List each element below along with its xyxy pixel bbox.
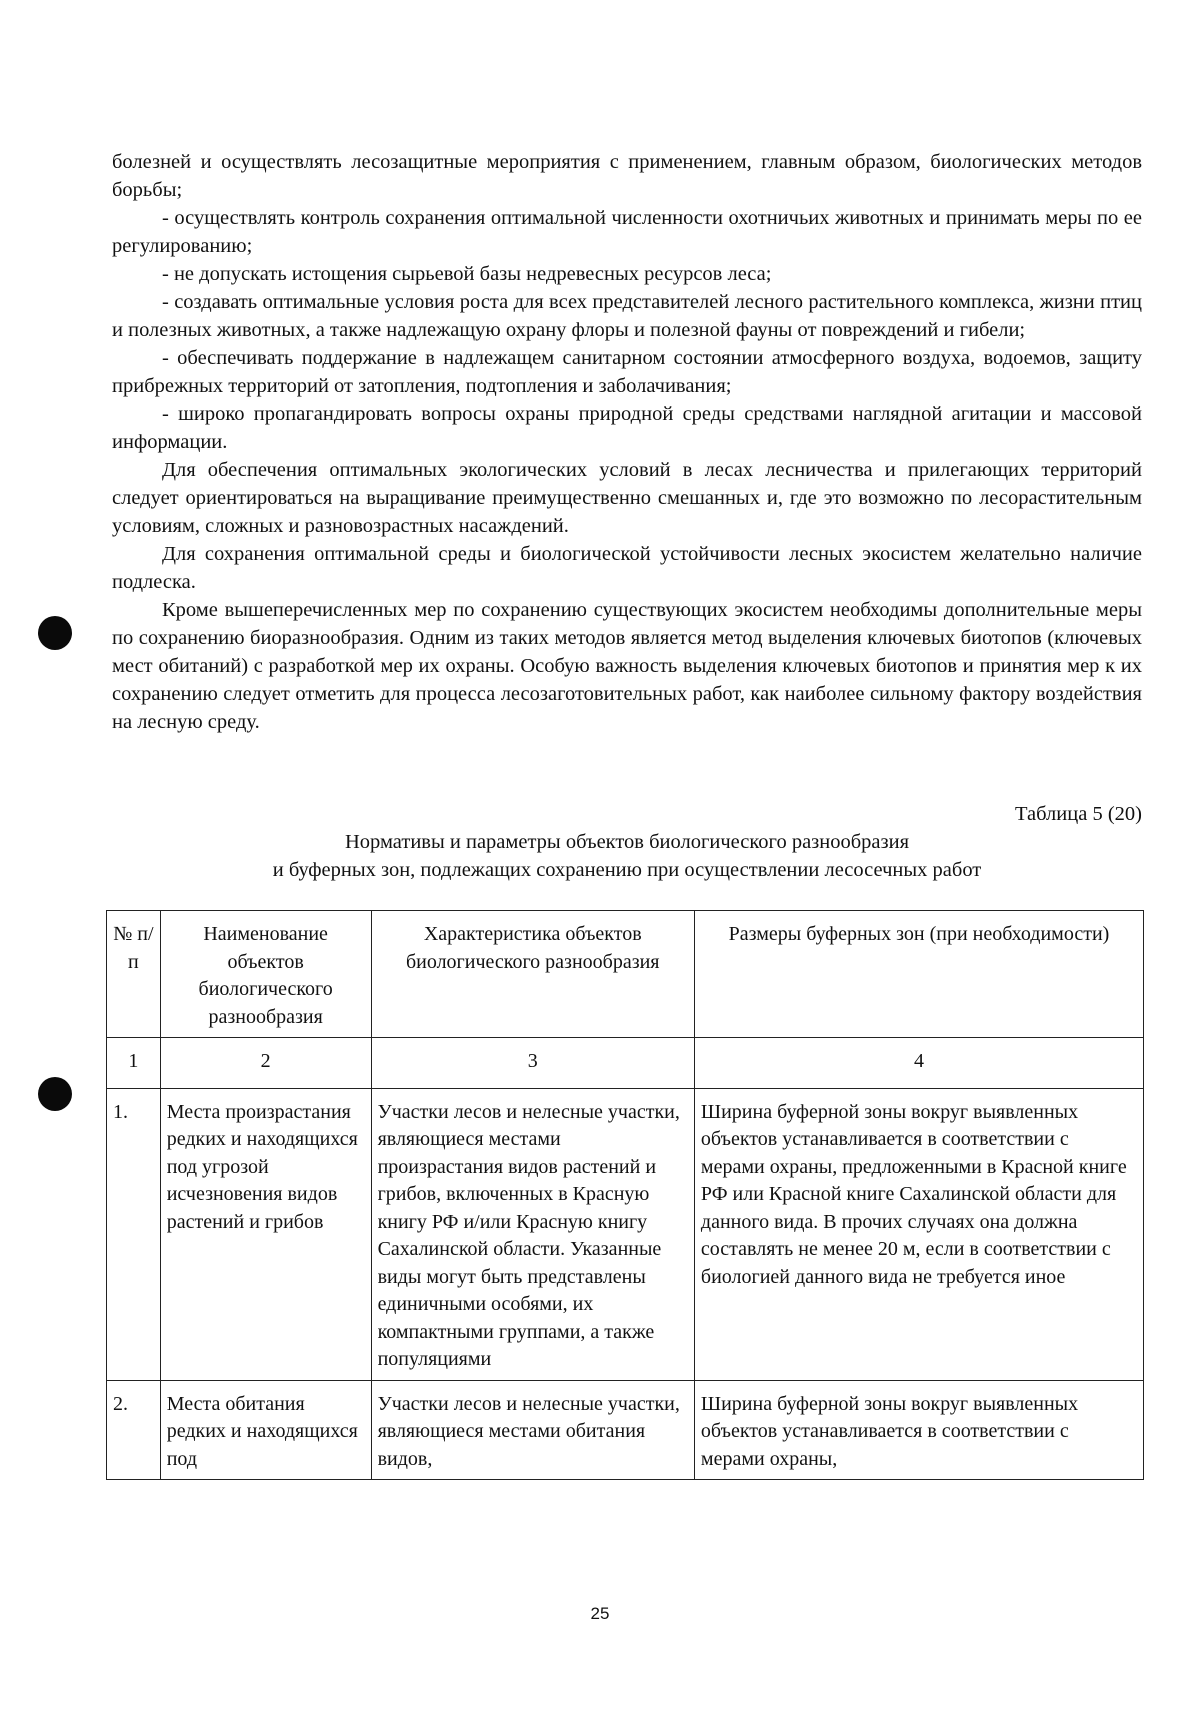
row-buffer: Ширина буферной зоны вокруг выявленных объектов устанавливается в соответствии с мерами охраны, предложенными в Красной книге РФ или Красной книге Сахалинской области для данного вида. В прочих случаях она должна составлять не менее 20 м, если в соответствии с биологией данного вида не требуется иное bbox=[694, 1088, 1143, 1380]
row-number: 2. bbox=[107, 1380, 161, 1480]
row-name: Места обитания редких и находящихся под bbox=[160, 1380, 371, 1480]
table-row bbox=[107, 1088, 1144, 1380]
header-cell-buffer: Размеры буферных зон (при необходимости) bbox=[694, 911, 1143, 1038]
column-number-row bbox=[107, 1038, 1144, 1089]
page-number: 25 bbox=[590, 1604, 610, 1623]
paragraph: болезней и осуществлять лесозащитные мероприятия с применением, главным образом, биологических методов борьбы; bbox=[112, 151, 1142, 201]
paragraph: - создавать оптимальные условия роста для всех представителей лесного растительного комплекса, жизни птиц и полезных животных, а также надлежащую охрану флоры и полезной фауны от повреждений и гибели; bbox=[112, 291, 1142, 341]
body-text bbox=[112, 148, 1142, 736]
paragraph: - обеспечивать поддержание в надлежащем санитарном состоянии атмосферного воздуха, водоемов, защиту прибрежных территорий от затопления, подтопления и заболачивания; bbox=[112, 347, 1142, 397]
table-title-line: и буферных зон, подлежащих сохранению при осуществлении лесосечных работ bbox=[272, 859, 982, 881]
table-label: Таблица 5 (20) bbox=[1015, 803, 1142, 825]
column-number: 3 bbox=[371, 1038, 694, 1089]
norms-table bbox=[106, 910, 1144, 1480]
row-name: Места произрастания редких и находящихся под угрозой исчезновения видов растений и грибов bbox=[160, 1088, 371, 1380]
paragraph: Для обеспечения оптимальных экологических условий в лесах лесничества и прилегающих территорий следует ориентироваться на выращивание преимущественно смешанных и, где это возможно по лесорастительным условиям, сложных и разновозрастных насаждений. bbox=[112, 459, 1142, 537]
binder-hole-dot bbox=[38, 616, 72, 650]
table-title bbox=[112, 828, 1142, 884]
column-number: 1 bbox=[107, 1038, 161, 1089]
table-header-row bbox=[107, 911, 1144, 1038]
table-row bbox=[107, 1380, 1144, 1480]
paragraph: Для сохранения оптимальной среды и биологической устойчивости лесных экосистем желательно наличие подлеска. bbox=[112, 543, 1142, 593]
row-number: 1. bbox=[107, 1088, 161, 1380]
header-cell-number: № п/п bbox=[107, 911, 161, 1038]
table-title-line: Нормативы и параметры объектов биологического разнообразия bbox=[344, 831, 910, 853]
paragraph: - осуществлять контроль сохранения оптимальной численности охотничьих животных и принимать меры по ее регулированию; bbox=[112, 207, 1142, 257]
row-characteristic: Участки лесов и нелесные участки, являющиеся местами произрастания видов растений и грибов, включенных в Красную книгу РФ и/или Красную книгу Сахалинской области. Указанные виды могут быть представлены единичными особями, их компактными группами, а также популяциями bbox=[371, 1088, 694, 1380]
header-cell-name: Наименование объектов биологического разнообразия bbox=[160, 911, 371, 1038]
row-buffer: Ширина буферной зоны вокруг выявленных объектов устанавливается в соответствии с мерами охраны, bbox=[694, 1380, 1143, 1480]
column-number: 4 bbox=[694, 1038, 1143, 1089]
row-characteristic: Участки лесов и нелесные участки, являющиеся местами обитания видов, bbox=[371, 1380, 694, 1480]
column-number: 2 bbox=[160, 1038, 371, 1089]
paragraph: - широко пропагандировать вопросы охраны природной среды средствами наглядной агитации и массовой информации. bbox=[112, 403, 1142, 453]
header-cell-characteristic: Характеристика объектов биологического разнообразия bbox=[371, 911, 694, 1038]
binder-hole-dot bbox=[38, 1077, 72, 1111]
paragraph: - не допускать истощения сырьевой базы недревесных ресурсов леса; bbox=[162, 263, 772, 285]
paragraph: Кроме вышеперечисленных мер по сохранению существующих экосистем необходимы дополнительные меры по сохранению биоразнообразия. Одним из таких методов является метод выделения ключевых биотопов (ключевых мест обитаний) с разработкой мер их охраны. Особую важность выделения ключевых биотопов и принятия мер к их сохранению следует отметить для процесса лесозаготовительных работ, как наиболее сильному фактору воздействия на лесную среду. bbox=[112, 599, 1142, 733]
